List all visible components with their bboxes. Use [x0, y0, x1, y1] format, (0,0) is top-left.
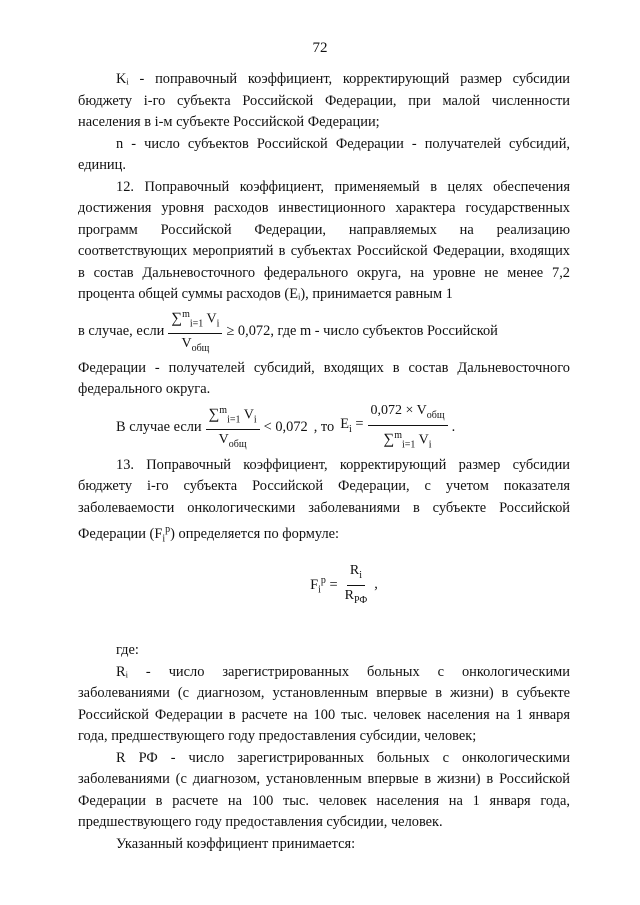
page-number: 72 — [312, 40, 328, 56]
paragraph-k-coefficient: Kᵢ - поправочный коэффициент, корректирующий размер субсидии бюджету i-го субъекта Российской Федерации, при малой численности населения в i-м субъекте Российской Федерации; — [78, 71, 570, 130]
paragraph-13: 13. Поправочный коэффициент, корректирующий размер субсидии бюджету i-го субъекта Российской Федерации, с учетом показателя заболеваемости онкологическими заболеваниями в субъекте Российской Федерации $(F_i^p)$ определяется по формуле: — [78, 456, 570, 545]
where-label: где: — [116, 642, 139, 659]
case1-suffix: , где m - число субъектов Российской — [270, 322, 498, 339]
case1-inequality: ≥ 0,072 — [226, 322, 271, 339]
formula-e-fraction: $\frac{0,072 \times V_{общ}}{\sum^m_{i=1} V_i}$ — [368, 402, 448, 453]
case2-mid: , то — [313, 418, 335, 435]
paragraph-n-definition: n - число субъектов Российской Федерации - получателей субсидий, единиц. — [78, 135, 570, 173]
case1-continuation: Федерации - получателей субсидий, входящих в состав Дальневосточного федерального округа. — [78, 359, 570, 397]
formula-f: $F_i^p$ = $\frac{R_i}{R_{РФ}}$ , — [78, 550, 570, 620]
paragraph-last: Указанный коэффициент принимается: — [116, 835, 356, 852]
case2-prefix: В случае если — [116, 418, 202, 435]
case1-line — [78, 306, 570, 358]
paragraph-12: 12. Поправочный коэффициент, применяемый в целях обеспечения достижения уровня расходов инвестиционного характера государственных программ Российской Федерации, направляемых на реализацию соответствующих мероприятий в субъектах Российской Федерации, входящих в состав Дальневосточного федерального округа, на уровне не менее 7,2 процента общей суммы расходов (Eᵢ), принимается равным 1 — [78, 178, 570, 302]
case2-fraction: $\frac{\sum^m_{i=1} V_i}{V_{общ}}$ — [206, 402, 260, 453]
case1-fraction: $\frac{\sum^m_{i=1} V_i}{V_{общ}}$ — [168, 306, 222, 357]
formula-e-lhs: $E_i$ = — [340, 416, 364, 436]
paragraph-rrf-definition: R РФ - число зарегистрированных больных с онкологическими заболеваниями (с диагнозом, установленным впервые в жизни) в Российской Федерации в расчете на 100 тыс. человек населения на 1 января года, предшествующего году предоставления субсидии, человек. — [78, 749, 570, 831]
document-body — [78, 69, 570, 855]
case2-inequality: < 0,072 — [263, 418, 308, 435]
sum-symbol: ∑ — [171, 310, 183, 327]
paragraph-r-definition: Rᵢ - число зарегистрированных больных с онкологическими заболеваниями (с диагнозом, установленным впервые в жизни) в субъекте Российской Федерации в расчете на 100 тыс. человек населения на 1 января года, предшествующего году предоставления субсидии, человек; — [78, 663, 570, 745]
case1-prefix: в случае, если — [78, 322, 165, 339]
case2-line: В случае если $\frac{\sum^m_{i=1} V_i}{V_{общ}}$ < 0,072 , то $E_i$ = $\frac{0,072 \times V_{общ}}{\sum^m_{i=1} V_i}$ . — [78, 401, 570, 455]
formula-f-fraction: $\frac{R_i}{R_{РФ}}$ — [344, 562, 368, 606]
